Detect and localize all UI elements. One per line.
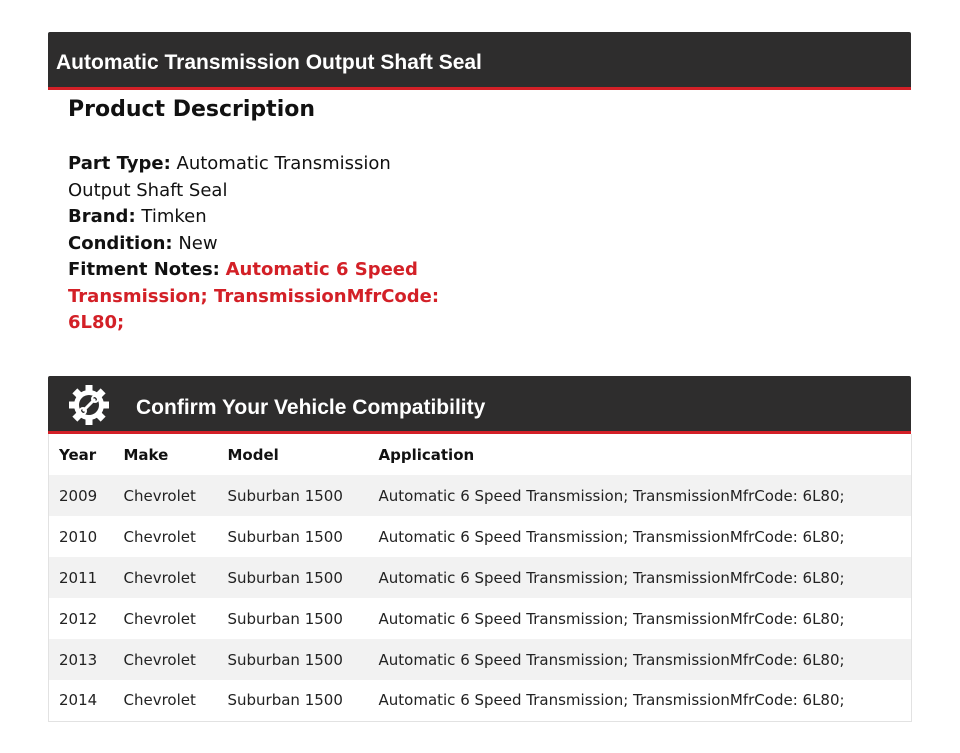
- brand-label: Brand:: [68, 206, 136, 227]
- cell-application: Automatic 6 Speed Transmission; TransmissionMfrCode: 6L80;: [378, 609, 845, 628]
- col-model: Model: [227, 445, 279, 464]
- cell-model: Suburban 1500: [227, 609, 343, 628]
- cell-year: 2010: [59, 527, 98, 546]
- cell-application: Automatic 6 Speed Transmission; TransmissionMfrCode: 6L80;: [378, 568, 845, 587]
- table-row: [49, 475, 912, 516]
- cell-application: Automatic 6 Speed Transmission; TransmissionMfrCode: 6L80;: [378, 650, 845, 669]
- cell-model: Suburban 1500: [227, 486, 343, 505]
- part-type-value: Automatic Transmission Output Shaft Seal: [68, 153, 391, 201]
- col-make: Make: [123, 445, 169, 464]
- cell-model: Suburban 1500: [227, 527, 343, 546]
- cell-year: 2012: [59, 609, 98, 628]
- cell-model: Suburban 1500: [227, 691, 343, 710]
- cell-make: Chevrolet: [123, 691, 196, 710]
- condition-label: Condition:: [68, 232, 173, 254]
- cell-year: 2013: [59, 650, 98, 669]
- cell-model: Suburban 1500: [227, 568, 343, 587]
- table-row: [49, 557, 912, 598]
- table-header: [49, 434, 912, 475]
- compatibility-table: [48, 434, 912, 722]
- product-title-bar: [48, 32, 911, 90]
- table-row: [49, 516, 912, 557]
- part-type-label: Part Type:: [68, 153, 171, 174]
- table-row: [49, 680, 912, 721]
- cell-make: Chevrolet: [123, 527, 196, 546]
- cell-year: 2009: [59, 486, 98, 505]
- cell-year: 2011: [59, 568, 98, 587]
- fitment-label: Fitment Notes:: [68, 259, 220, 280]
- cell-make: Chevrolet: [123, 568, 196, 587]
- compatibility-title: Confirm Your Vehicle Compatibility: [136, 396, 486, 419]
- cell-year: 2014: [59, 691, 98, 710]
- product-description: [68, 151, 458, 337]
- col-year: Year: [59, 445, 97, 464]
- cell-application: Automatic 6 Speed Transmission; TransmissionMfrCode: 6L80;: [378, 691, 845, 710]
- fitment-value: Automatic 6 Speed Transmission; TransmissionMfrCode: 6L80;: [68, 259, 440, 333]
- cell-make: Chevrolet: [123, 609, 196, 628]
- cell-make: Chevrolet: [123, 650, 196, 669]
- brand-value: Timken: [141, 206, 207, 227]
- cell-application: Automatic 6 Speed Transmission; TransmissionMfrCode: 6L80;: [378, 486, 845, 505]
- gear-wrench-icon: [68, 384, 110, 426]
- cell-application: Automatic 6 Speed Transmission; TransmissionMfrCode: 6L80;: [378, 527, 845, 546]
- condition-value: New: [178, 232, 218, 254]
- description-heading: Product Description: [68, 97, 316, 122]
- product-title: Automatic Transmission Output Shaft Seal: [56, 51, 482, 74]
- table-row: [49, 598, 912, 639]
- table-row: [49, 639, 912, 680]
- cell-model: Suburban 1500: [227, 650, 343, 669]
- compatibility-bar: [48, 376, 911, 434]
- cell-make: Chevrolet: [123, 486, 196, 505]
- col-application: Application: [378, 445, 475, 464]
